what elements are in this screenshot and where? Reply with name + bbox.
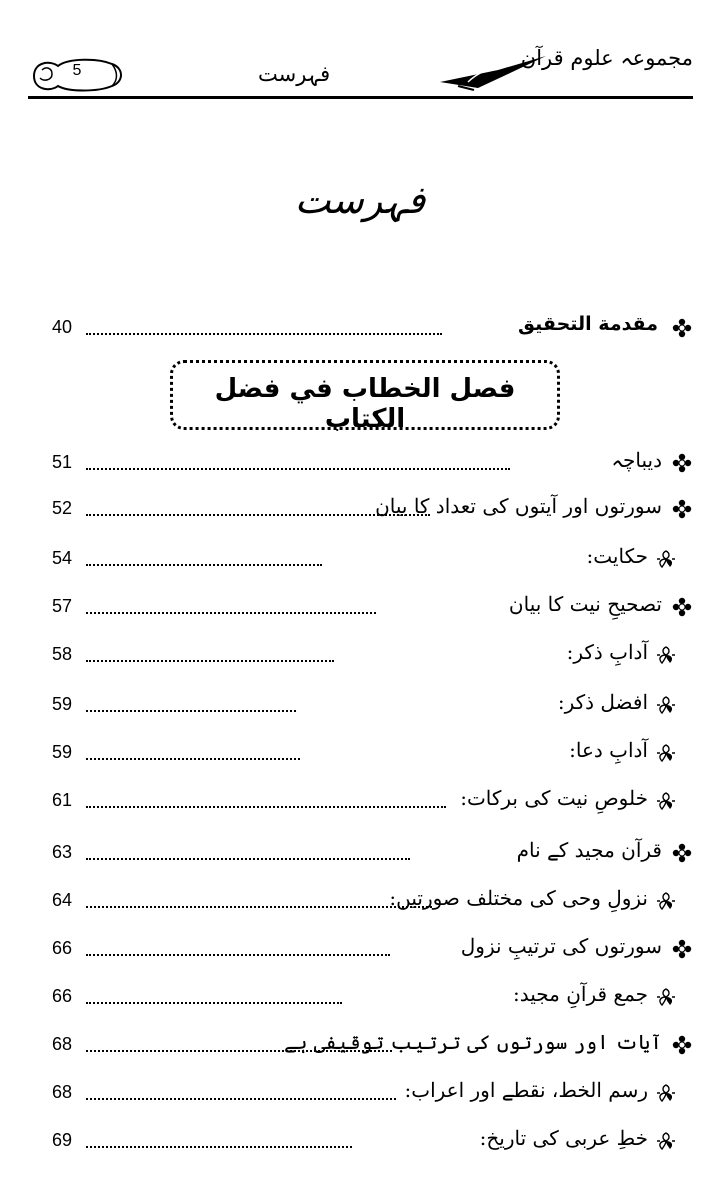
dot-leader [86,1002,342,1004]
page-ref: 68 [52,1082,73,1102]
flower-bullet-icon [672,939,692,959]
dot-leader [86,954,390,956]
page-ref: 58 [52,644,73,664]
toc-entry [52,640,692,676]
toc-entry [52,544,692,580]
toc-entry [52,494,692,530]
toc-entry-intro [52,313,692,349]
entry-label: خطِ عربی کی تاریخ: [479,1126,648,1150]
quill-pen-icon [438,52,548,92]
toc-entry [52,886,692,922]
ornament-bullet-icon [656,645,676,665]
ornament-bullet-icon [656,743,676,763]
page-ref: 54 [52,548,73,568]
ornament-bullet-icon [656,791,676,811]
page-ref: 63 [52,842,73,862]
toc-entry [52,1126,692,1162]
entry-label: مقدمة التحقيق [518,313,658,335]
flower-bullet-icon [672,843,692,863]
flower-bullet-icon [672,499,692,519]
running-header [28,40,693,100]
ornament-bullet-icon [656,695,676,715]
dot-leader [86,333,442,335]
entry-label: تصحیحِ نیت کا بیان [508,592,662,616]
entry-label: قرآن مجید کے نام [516,838,662,862]
flower-bullet-icon [672,318,692,338]
dot-leader [86,468,510,470]
page-ref: 52 [52,498,73,518]
entry-label: آدابِ ذکر: [566,640,648,664]
page-ref: 51 [52,452,73,472]
dot-leader [86,710,296,712]
ornament-bullet-icon [656,891,676,911]
entry-label: سورتوں اور آیتوں کی تعداد کا بیان [375,494,662,518]
toc-entry [52,934,692,970]
entry-label: رسم الخط، نقطے اور اعراب: [404,1078,648,1102]
toc-entry [52,838,692,874]
toc-entry [52,448,692,484]
entry-label: جمع قرآنِ مجید: [512,982,648,1006]
toc-entry [52,592,692,628]
page-number: 5 [72,62,82,79]
dot-leader [86,612,376,614]
toc-entry [52,786,692,822]
entry-label: دیباچہ [611,448,662,472]
ornament-bullet-icon [656,549,676,569]
entry-label: آیات اور سورتوں کی ترتیب توقیفی ہے [284,1030,662,1054]
flower-bullet-icon [672,453,692,473]
dot-leader [86,906,432,908]
page-ref: 69 [52,1130,73,1150]
toc-entry [52,1078,692,1114]
toc-entry [52,738,692,774]
page-ref: 61 [52,790,73,810]
dot-leader [86,858,410,860]
entry-label: افضل ذکر: [557,690,648,714]
ornament-bullet-icon [656,1083,676,1103]
dot-leader [86,1146,352,1148]
page-ref: 40 [52,317,73,337]
header-rule [28,96,693,99]
toc-entry [52,690,692,726]
entry-label: آدابِ دعا: [569,738,648,762]
section-heading-box [170,360,560,434]
page-ref: 57 [52,596,73,616]
header-section-title: فہرست [258,62,331,86]
dot-leader [86,660,334,662]
page-ref: 66 [52,938,73,958]
page-ref: 64 [52,890,73,910]
ornament-bullet-icon [656,987,676,1007]
dot-leader [86,806,446,808]
entry-label: خلوصِ نیت کی برکات: [460,786,648,810]
flower-bullet-icon [672,597,692,617]
toc-entry [52,982,692,1018]
page-ref: 59 [52,694,73,714]
flower-bullet-icon [672,1035,692,1055]
page-ref: 68 [52,1034,73,1054]
page-ref: 59 [52,742,73,762]
entry-label: سورتوں کی ترتیبِ نزول [460,934,662,958]
entry-label: نزولِ وحی کی مختلف صورتیں: [389,886,648,910]
section-heading: فصل الخطاب في فضل الكتاب [214,374,516,434]
toc-entry [52,1030,692,1066]
page-ref: 66 [52,986,73,1006]
book-title: مجموعہ علوم قرآن [520,46,693,70]
page-title: فہرست [294,178,426,222]
dot-leader [86,564,322,566]
dot-leader [86,1098,396,1100]
entry-label: حکایت: [586,544,648,568]
dot-leader [86,758,300,760]
ornament-bullet-icon [656,1131,676,1151]
